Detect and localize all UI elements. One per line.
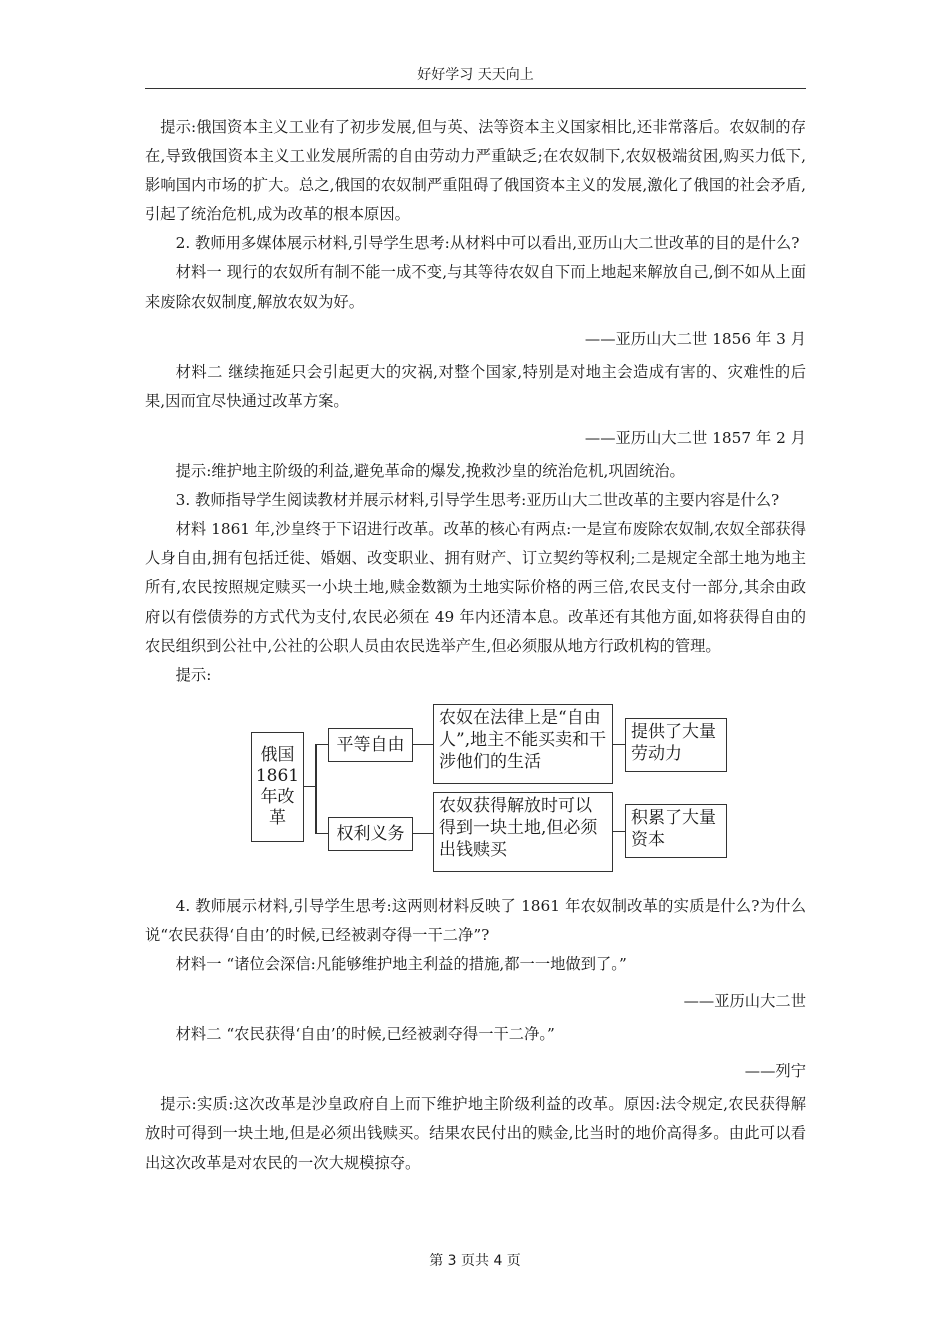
question-4-hint: 提示:实质:这次改革是沙皇政府自上而下维护地主阶级利益的改革。原因:法令规定,农民获得解放时可得到一块土地,但是必须出钱赎买。结果农民付出的赎金,比当时的地价高得多。由此可以看出这次改革是对农民的一次大规模掠夺。 xyxy=(145,1095,806,1172)
question-2-material-1-source: ——亚历山大二世 1856 年 3 月 xyxy=(584,329,806,348)
diagram-branch-rights-box: 权利义务 xyxy=(328,817,413,851)
connector-vertical xyxy=(315,744,317,834)
question-4: 4. 教师展示材料,引导学生思考:这两则材料反映了 1861 年农奴制改革的实质是什么?为什么说“农民获得‘自由’的时候,已经被剥夺得一干二净”? xyxy=(145,896,806,944)
connector-to-equality xyxy=(315,744,328,746)
hint-paragraph-1: 提示:俄国资本主义工业有了初步发展,但与英、法等资本主义国家相比,还非常落后。农奴制的存在,导致俄国资本主义工业发展所需的自由劳动力严重缺乏;在农奴制下,农奴极端贫困,购买力低下,影响国内市场的扩大。总之,俄国的农奴制严重阻碍了俄国资本主义的发展,激化了俄国的社会矛盾,引起了统治危机,成为改革的根本原因。 xyxy=(145,118,806,224)
question-3-material: 材料 1861 年,沙皇终于下诏进行改革。改革的核心有两点:一是宣布废除农奴制,农奴全部获得人身自由,拥有包括迁徙、婚姻、改变职业、拥有财产、订立契约等权利;二是规定全部土地为地主所有,农民按照规定赎买一小块土地,赎金数额为土地实际价格的两三倍,农民支付一部分,其余由政府以有偿债券的方式代为支付,农民必须在 49 年内还清本息。改革还有其他方面,如将获得自由的农民组织到公社中,公社的公职人员由农民选举产生,但必须服从地方行政机构的管理。 xyxy=(145,520,806,655)
question-2-material-2: 材料二 继续拖延只会引起更大的灾祸,对整个国家,特别是对地主会造成有害的、灾难性的后果,因而宜尽快通过改革方案。 xyxy=(145,362,806,410)
question-3: 3. 教师指导学生阅读教材并展示材料,引导学生思考:亚历山大二世改革的主要内容是什么? xyxy=(175,491,780,510)
question-2-hint: 提示:维护地主阶级的利益,避免革命的爆发,挽救沙皇的统治危机,巩固统治。 xyxy=(175,462,685,481)
question-2-material-2-source: ——亚历山大二世 1857 年 2 月 xyxy=(584,428,806,447)
connector-equality-to-detail xyxy=(413,744,433,746)
question-4-material-2: 材料二 “农民获得‘自由’的时候,已经被剥夺得一干二净。” xyxy=(175,1025,555,1044)
connector-to-rights xyxy=(315,833,328,835)
diagram-equality-detail-box: 农奴在法律上是“自由人”,地主不能买卖和干涉他们的生活 xyxy=(433,704,613,784)
page-footer: 第 3 页共 4 页 xyxy=(429,1253,521,1269)
connector-detail-to-capital xyxy=(613,831,625,833)
question-2: 2. 教师用多媒体展示材料,引导学生思考:从材料中可以看出,亚历山大二世改革的目的是什么? xyxy=(175,234,800,253)
question-3-hint: 提示: xyxy=(175,665,212,684)
header-divider xyxy=(145,88,806,89)
document-body xyxy=(145,113,806,1178)
connector-rights-to-detail xyxy=(413,833,433,835)
diagram-capital-result-box: 积累了大量资本 xyxy=(625,804,727,858)
diagram-labor-result-box: 提供了大量劳动力 xyxy=(625,718,727,772)
question-2-material-1: 材料一 现行的农奴所有制不能一成不变,与其等待农奴自下而上地起来解放自己,倒不如从上面来废除农奴制度,解放农奴为好。 xyxy=(145,263,806,311)
reform-diagram xyxy=(145,702,806,886)
question-4-material-2-source: ——列宁 xyxy=(744,1062,806,1081)
page-header: 好好学习 天天向上 xyxy=(417,67,534,83)
connector-detail-to-labor xyxy=(613,744,625,746)
question-4-material-1-source: ——亚历山大二世 xyxy=(683,992,806,1011)
diagram-root-box: 俄国 1861 年改革 xyxy=(251,732,304,842)
diagram-rights-detail-box: 农奴获得解放时可以得到一块土地,但必须出钱赎买 xyxy=(433,792,613,872)
diagram-branch-equality-box: 平等自由 xyxy=(328,728,413,762)
question-4-material-1: 材料一 “诸位会深信:凡能够维护地主利益的措施,都一一地做到了。” xyxy=(175,954,627,973)
